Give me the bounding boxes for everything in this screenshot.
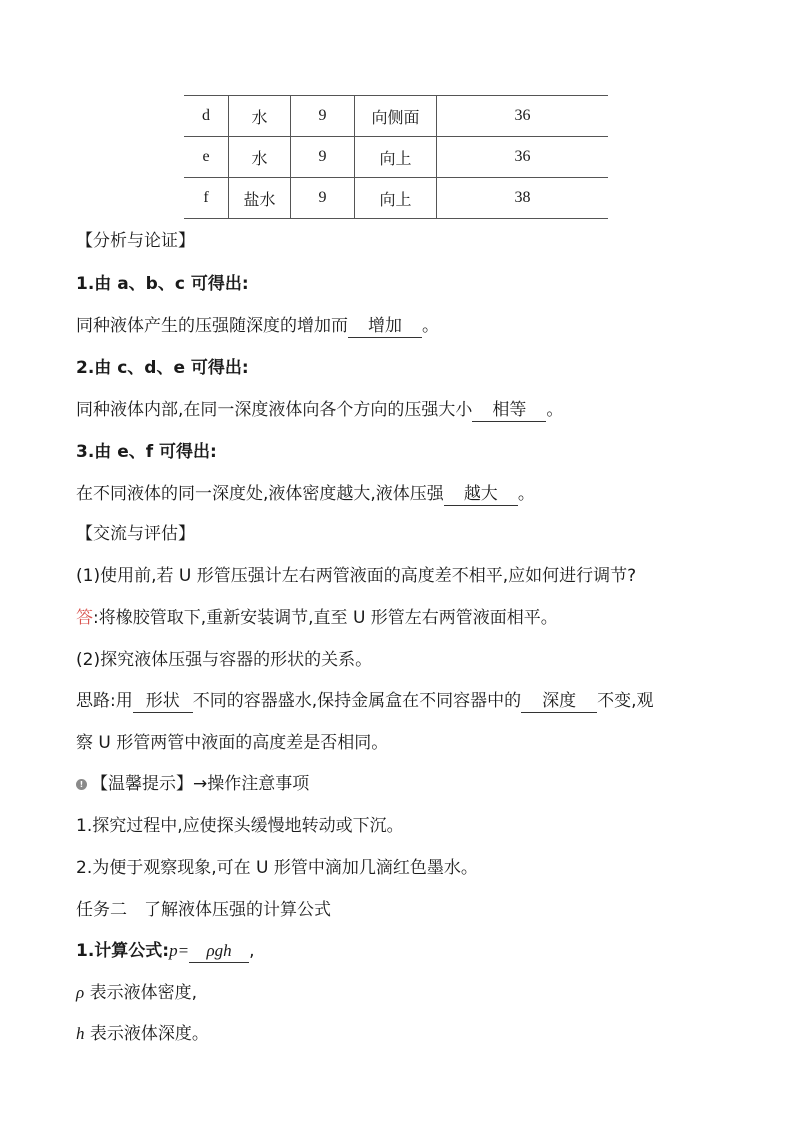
table-cell: 水 <box>229 137 291 178</box>
evaluation-answer1: 答:将橡胶管取下,重新安装调节,直至 U 形管左右两管液面相平。 <box>76 608 558 628</box>
tips-item1: 1.探究过程中,应使探头缓慢地转动或下沉。 <box>76 816 404 836</box>
tips-heading: ! 【温馨提示】→操作注意事项 <box>76 772 309 796</box>
evaluation-idea: 思路:用 形状 不同的容器盛水,保持金属盒在不同容器中的 深度 不变,观 <box>76 691 654 711</box>
evaluation-heading: 【交流与评估】 <box>76 524 195 544</box>
evaluation-question2: (2)探究液体压强与容器的形状的关系。 <box>76 650 373 670</box>
table-row <box>184 137 608 178</box>
analysis-item1-text: 同种液体产生的压强随深度的增加而 增加 。 <box>76 316 439 336</box>
h-description: h 表示液体深度。 <box>76 1024 209 1044</box>
table-row <box>184 178 608 219</box>
table-cell: f <box>184 178 229 219</box>
answer-blank: 增加 <box>348 315 422 338</box>
table-cell: 38 <box>437 178 609 219</box>
table-cell: 36 <box>437 96 609 137</box>
analysis-item2-text: 同种液体内部,在同一深度液体向各个方向的压强大小 相等 。 <box>76 400 564 420</box>
analysis-item3-text: 在不同液体的同一深度处,液体密度越大,液体压强 越大 。 <box>76 484 535 504</box>
evaluation-idea-line2: 察 U 形管两管中液面的高度差是否相同。 <box>76 733 389 753</box>
table-cell: 9 <box>291 178 355 219</box>
answer-label: 答 <box>76 608 93 628</box>
table-cell: 向上 <box>355 178 437 219</box>
answer-blank: 相等 <box>472 399 546 422</box>
analysis-item2-label: 2.由 c、d、e 可得出: <box>76 358 249 378</box>
answer-blank: 形状 <box>133 690 193 713</box>
table-cell: d <box>184 96 229 137</box>
table-cell: 向侧面 <box>355 96 437 137</box>
tips-item2: 2.为便于观察现象,可在 U 形管中滴加几滴红色墨水。 <box>76 858 478 878</box>
answer-blank: ρgh <box>189 940 249 963</box>
table-cell: 盐水 <box>229 178 291 219</box>
table-cell: 水 <box>229 96 291 137</box>
task2-title: 任务二 了解液体压强的计算公式 <box>76 900 331 920</box>
analysis-item3-label: 3.由 e、f 可得出: <box>76 442 217 462</box>
rho-description: ρ 表示液体密度, <box>76 983 197 1003</box>
table-cell: 9 <box>291 96 355 137</box>
evaluation-question1: (1)使用前,若 U 形管压强计左右两管液面的高度差不相平,应如何进行调节? <box>76 566 637 586</box>
analysis-heading: 【分析与论证】 <box>76 231 195 251</box>
analysis-item1-label: 1.由 a、b、c 可得出: <box>76 274 249 294</box>
info-icon: ! <box>76 779 87 790</box>
table-cell: 36 <box>437 137 609 178</box>
table-row <box>184 96 608 137</box>
table-cell: e <box>184 137 229 178</box>
table-cell: 9 <box>291 137 355 178</box>
answer-blank: 越大 <box>444 483 518 506</box>
formula-line: 1.计算公式:p= ρgh , <box>76 941 255 961</box>
answer-blank: 深度 <box>521 690 597 713</box>
table-cell: 向上 <box>355 137 437 178</box>
experiment-data-table <box>184 95 608 219</box>
